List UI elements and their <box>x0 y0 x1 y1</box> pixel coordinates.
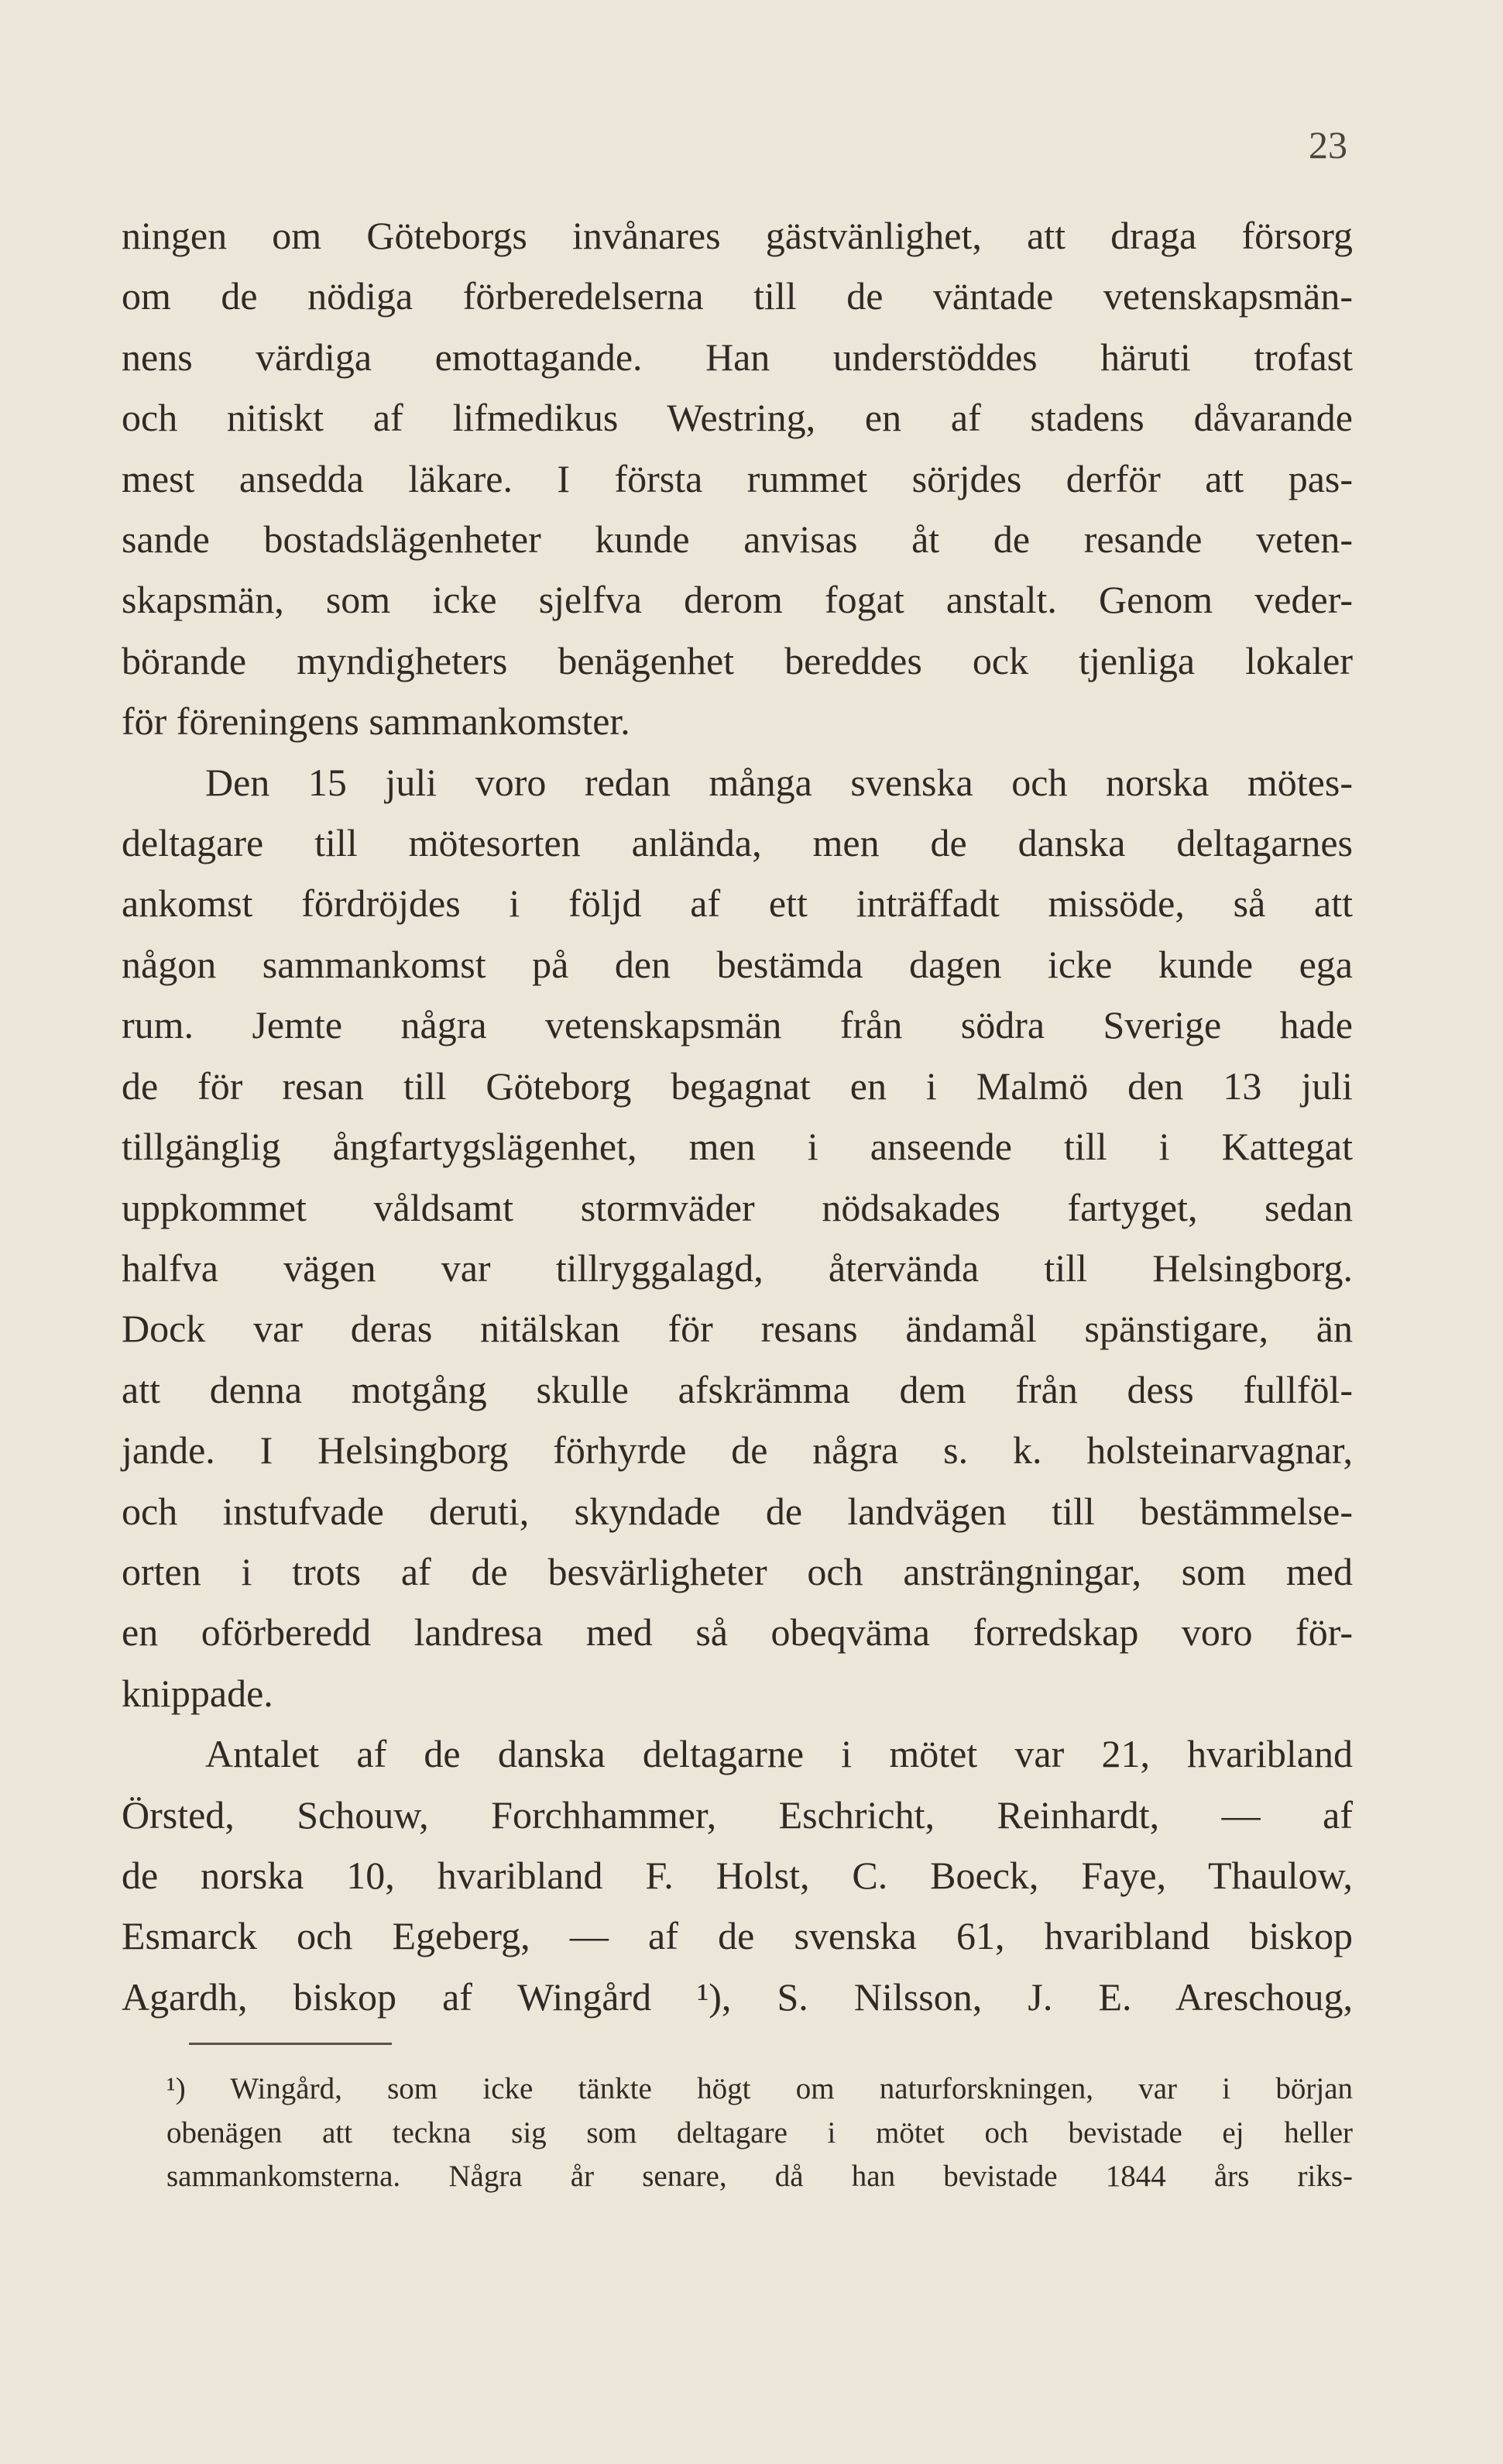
text-line: någon sammankomst på den bestämda dagen icke kunde ega <box>122 942 1353 986</box>
text-line: skapsmän, som icke sjelfva derom fogat anstalt. Genom veder- <box>122 578 1353 622</box>
text-line: nens värdiga emottagande. Han understöddes häruti trofast <box>122 335 1353 379</box>
page-number: 23 <box>1309 123 1347 167</box>
text-line: uppkommet våldsamt stormväder nödsakades fartyget, sedan <box>122 1185 1353 1229</box>
text-line: börande myndigheters benägenhet bereddes ock tjenliga lokaler <box>122 638 1353 682</box>
text-line: de norska 10, hvaribland F. Holst, C. Boeck, Faye, Thaulow, <box>122 1853 1353 1897</box>
footnote-line: sammankomsterna. Några år senare, då han bevistade 1844 års riks- <box>166 2160 1353 2193</box>
text-line: rum. Jemte några vetenskapsmän från södra Sverige hade <box>122 1003 1353 1047</box>
text-line: en oförberedd landresa med så obeqväma forredskap voro för- <box>122 1610 1353 1655</box>
text-line: ningen om Göteborgs invånares gästvänlighet, att draga försorg <box>122 214 1353 257</box>
text-line: orten i trots af de besvärligheter och ansträngningar, som med <box>122 1549 1353 1593</box>
text-line: ankomst fördröjdes i följd af ett inträffadt missöde, så att <box>122 881 1353 926</box>
footnote-line: obenägen att teckna sig som deltagare i mötet och bevistade ej heller <box>166 2115 1353 2150</box>
footnote-divider <box>189 2043 392 2045</box>
text-line: mest ansedda läkare. I första rummet sörjdes derför att pas- <box>122 456 1353 500</box>
text-line: att denna motgång skulle afskrämma dem från dess fullföl- <box>122 1367 1353 1411</box>
paragraph-3 <box>122 1723 1353 2027</box>
footnote <box>166 2067 1353 2199</box>
text-line: Örsted, Schouw, Forchhammer, Eschricht, Reinhardt, — af <box>122 1792 1353 1837</box>
text-line: och nitiskt af lifmedikus Westring, en af stadens dåvarande <box>122 396 1353 440</box>
text-line: Agardh, biskop af Wingård ¹), S. Nilsson, J. E. Areschoug, <box>122 1974 1353 2019</box>
text-line: jande. I Helsingborg förhyrde de några s. k. holsteinarvagnar, <box>122 1428 1353 1473</box>
text-line: om de nödiga förberedelserna till de väntade vetenskapsmän- <box>122 274 1353 318</box>
text-line: för föreningens sammankomster. <box>122 699 630 744</box>
text-line: halfva vägen var tillryggalagd, återvända till Helsingborg. <box>122 1246 1353 1290</box>
text-line: tillgänglig ångfartygslägenhet, men i anseende till i Kattegat <box>122 1125 1353 1169</box>
paragraph-2 <box>122 752 1353 1724</box>
footnote-line: ¹) Wingård, som icke tänkte högt om naturforskningen, var i början <box>166 2072 1353 2105</box>
text-line: Den 15 juli voro redan många svenska och norska mötes- <box>205 760 1353 804</box>
text-line: Dock var deras nitälskan för resans ändamål spänstigare, än <box>122 1307 1353 1351</box>
body-text <box>122 205 1353 2027</box>
text-line: deltagare till mötesorten anlända, men de danska deltagarnes <box>122 821 1353 865</box>
text-line: Esmarck och Egeberg, — af de svenska 61, hvaribland biskop <box>122 1914 1353 1958</box>
text-line: och instufvade deruti, skyndade de landvägen till bestämmelse- <box>122 1489 1353 1533</box>
text-line: de för resan till Göteborg begagnat en i Malmö den 13 juli <box>122 1064 1353 1108</box>
text-line: sande bostadslägenheter kunde anvisas åt de resande veten- <box>122 517 1353 562</box>
text-line: knippade. <box>122 1671 273 1715</box>
paragraph-1 <box>122 205 1353 752</box>
text-line: Antalet af de danska deltagarne i mötet var 21, hvaribland <box>205 1732 1353 1776</box>
